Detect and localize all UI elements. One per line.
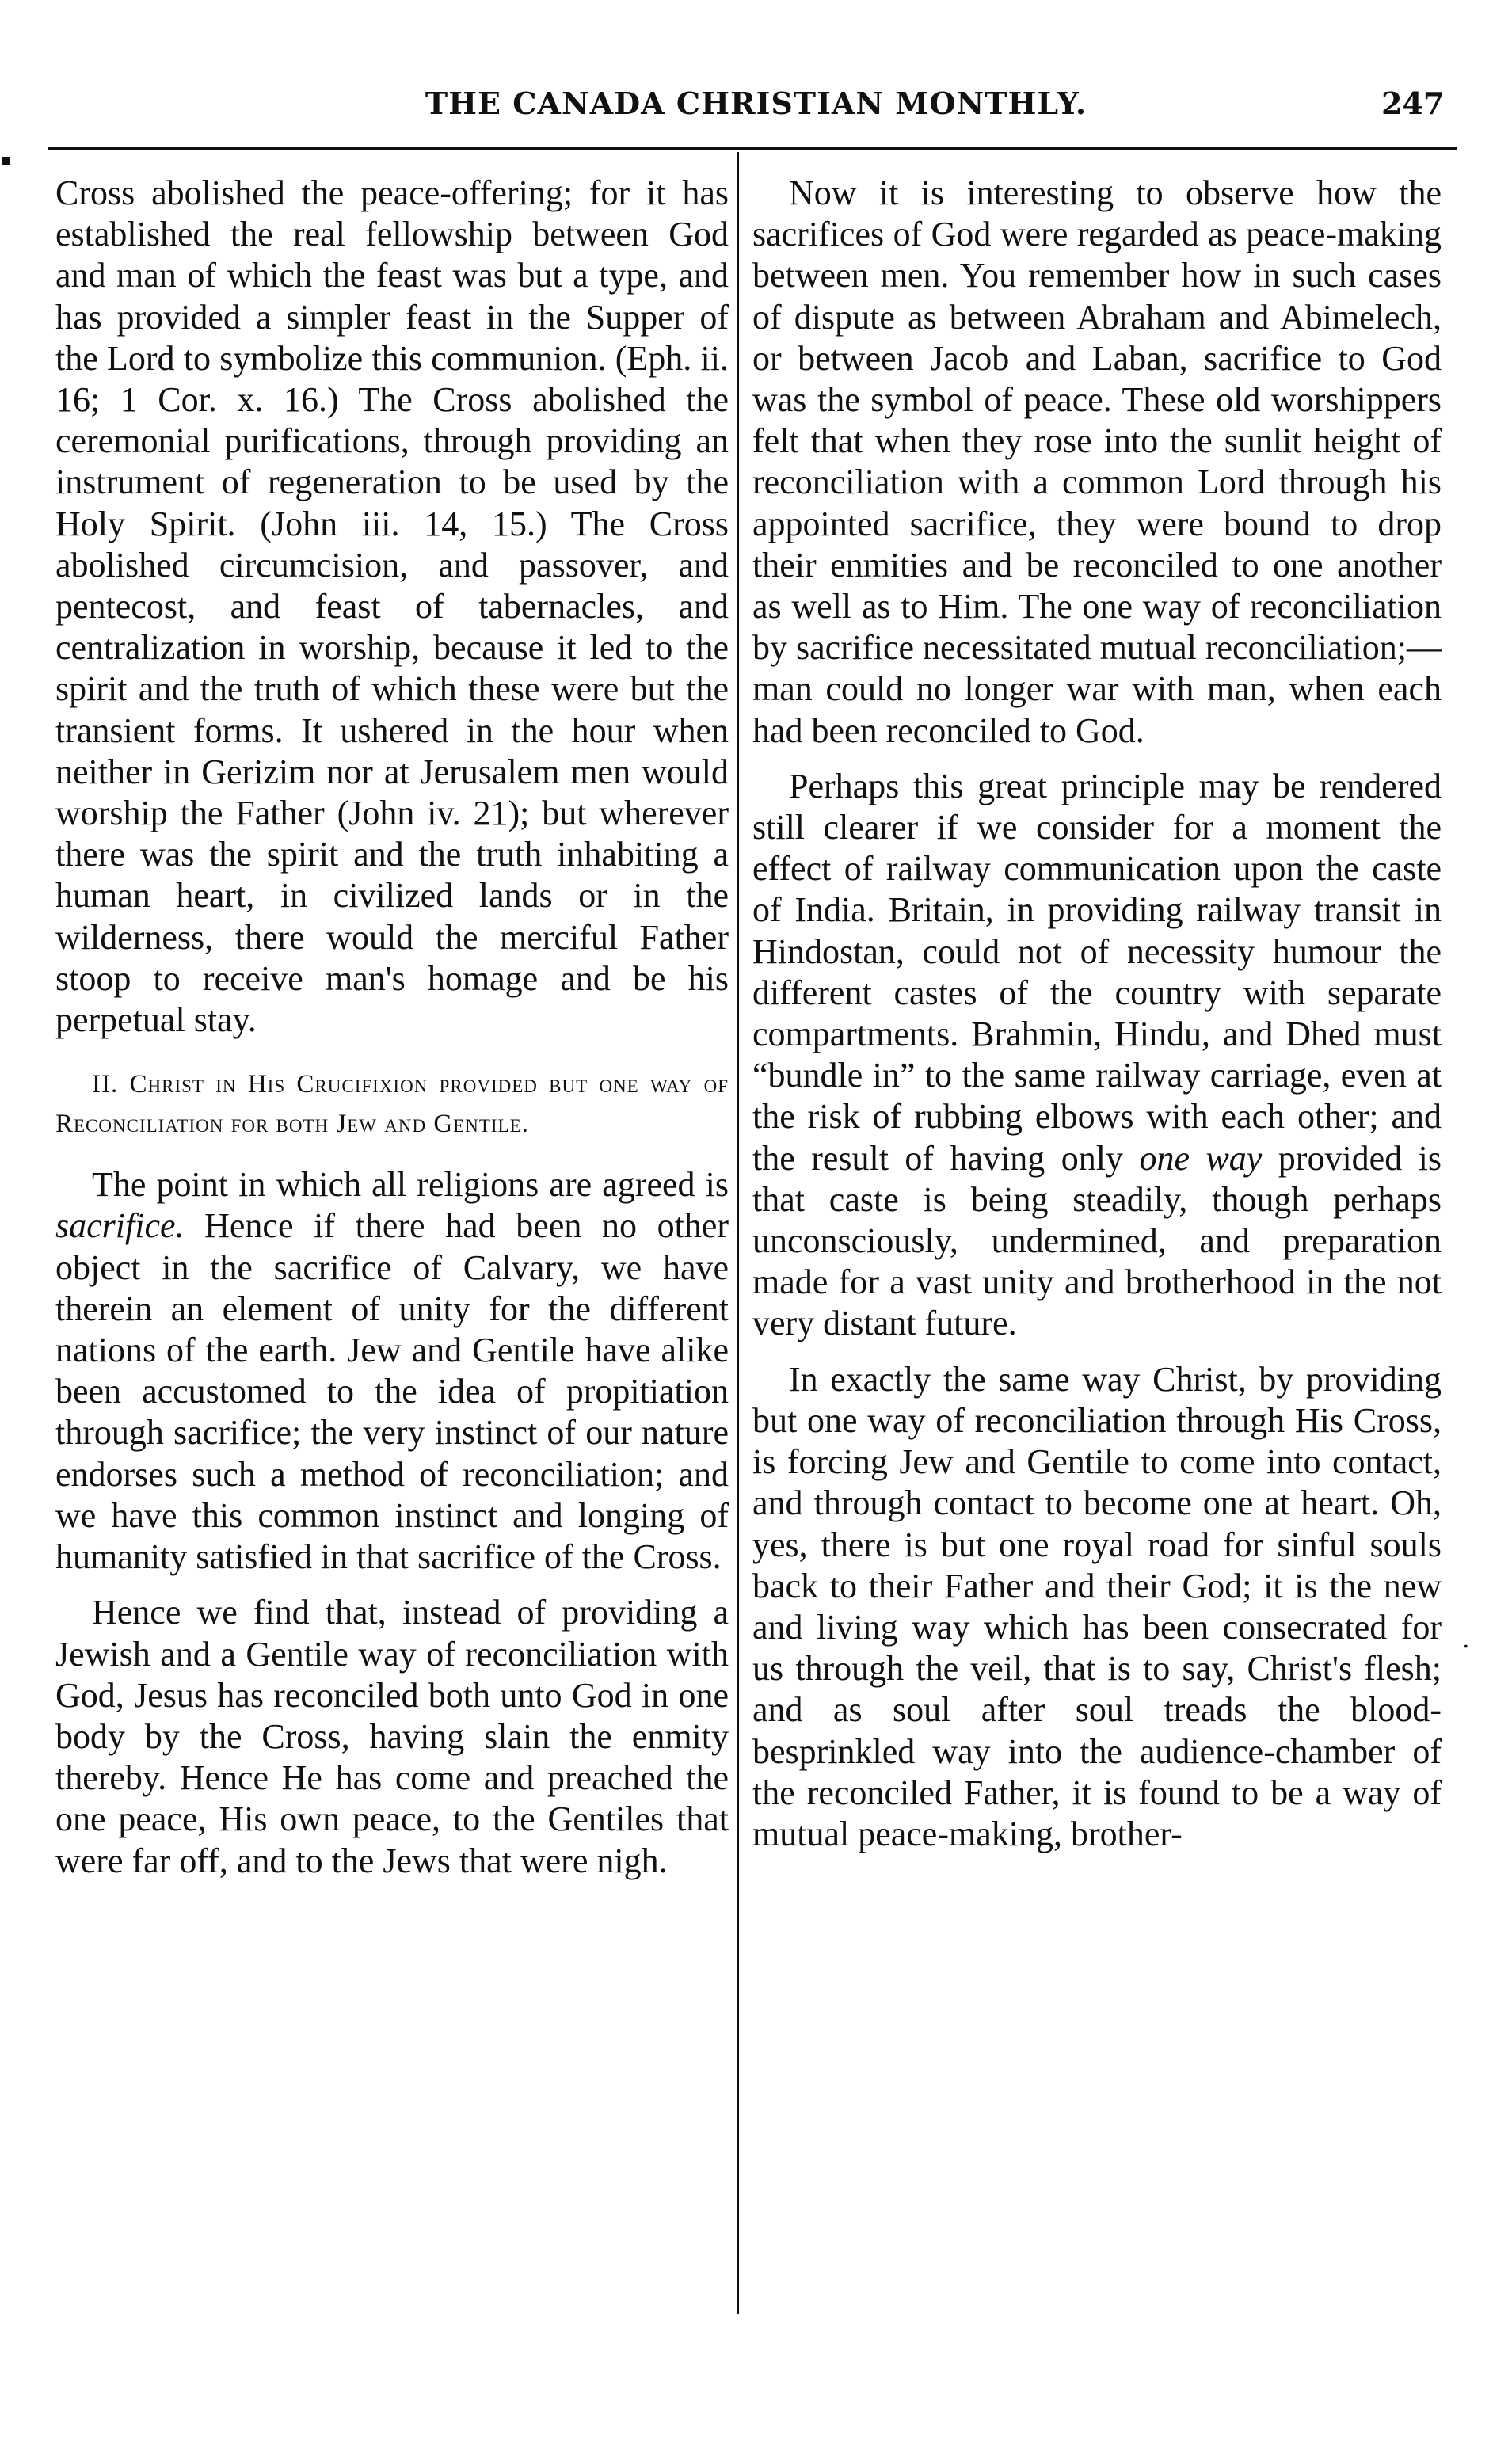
right-paragraph-3: In exactly the same way Christ, by providing but one way of reconciliation through His Cross, is forcing Jew and Gentile to come into contact, and through contact to become one at heart. Oh, yes, there is but one royal road for sinful souls back to their Father and their God; it is the new and living way which has been consecrated for us through the veil, that is to say, Christ's flesh; and as soul after soul treads the blood-besprinkled way into the audience-chamber of the reconciled Father, it is found to be a way of mutual peace-making, brother-	[752, 1359, 1442, 1853]
header-rule	[48, 147, 1457, 150]
section-heading-text: II. Christ in His Crucifixion provided but one way of Reconciliation for both Jew and Gentile.	[55, 1070, 729, 1139]
right-paragraph-2-start: Perhaps this great principle may be rendered still clearer if we consider for a moment the effect of railway communication upon the caste of India. Britain, in providing railway transit in Hindostan, could not of necessity humour the different castes of the country with separate compartments. Brahmin, Hindu, and Dhed must “bundle in” to the same railway carriage, even at the risk of rubbing elbows with each other; and the result of having only	[752, 766, 1442, 1178]
journal-title: THE CANADA CHRISTIAN MONTHLY.	[425, 86, 1087, 121]
column-divider	[737, 152, 739, 2314]
left-paragraph-2-end: Hence if there had been no other object in the sacrifice of Calvary, we have therein an element of unity for the different nations of the earth. Jew and Gentile have alike been accustomed to the idea of propitiation through sacrifice; the very instinct of our nature endorses such a method of reconciliation; and we have this common instinct and longing of humanity satisfied in that sacrifice of the Cross.	[55, 1206, 729, 1577]
right-paragraph-2-emphasis: one way	[1139, 1138, 1263, 1178]
left-column	[55, 173, 729, 1882]
right-column	[752, 173, 1442, 1855]
left-paragraph-2	[55, 1164, 729, 1578]
left-paragraph-2-emphasis: sacrifice.	[55, 1206, 185, 1246]
right-paragraph-2	[752, 766, 1442, 1345]
running-header	[0, 86, 1512, 133]
left-paragraph-3: Hence we find that, instead of providing a Jewish and a Gentile way of reconciliation with God, Jesus has reconciled both unto God in one body by the Cross, having slain the enmity thereby. Hence He has come and preached the one peace, His own peace, to the Gentiles that were far off, and to the Jews that were nigh.	[55, 1593, 729, 1880]
right-paragraph-1: Now it is interesting to observe how the sacrifices of God were regarded as peace-making between men. You remember how in such cases of dispute as between Abraham and Abimelech, or between Jacob and Laban, sacrifice to God was the symbol of peace. These old worshippers felt that when they rose into the sunlit height of reconciliation with a common Lord through his appointed sacrifice, they were bound to drop their enmities and be reconciled to one another as well as to Him. The one way of reconciliation by sacrifice necessitated mutual reconciliation;—man could no longer war with man, when each had been reconciled to God.	[752, 173, 1442, 750]
left-paragraph-2-start: The point in which all religions are agreed is	[92, 1165, 729, 1205]
right-paragraph-2-end: provided is that caste is being steadily, though perhaps unconsciously, undermined, and preparation made for a vast unity and brotherhood in the not very distant future.	[752, 1138, 1442, 1343]
page-number: 247	[1381, 86, 1445, 121]
left-paragraph-1: Cross abolished the peace-offering; for it has established the real fellowship between God and man of which the feast was but a type, and has provided a simpler feast in the Supper of the Lord to symbolize this communion. (Eph. ii. 16; 1 Cor. x. 16.) The Cross abolished the ceremonial purifications, through providing an instrument of regeneration to be used by the Holy Spirit. (John iii. 14, 15.) The Cross abolished circumcision, and passover, and pentecost, and feast of tabernacles, and centralization in worship, because it led to the spirit and the truth of which these were but the transient forms. It ushered in the hour when neither in Gerizim nor at Jerusalem men would worship the Father (John iv. 21); but wherever there was the spirit and the truth inhabiting a human heart, in civilized lands or in the wilderness, there would the merciful Father stoop to receive man's homage and be his perpetual stay.	[55, 173, 729, 1040]
margin-mark: .	[1462, 1626, 1470, 1654]
margin-tick	[2, 157, 10, 165]
section-heading	[55, 1064, 729, 1144]
